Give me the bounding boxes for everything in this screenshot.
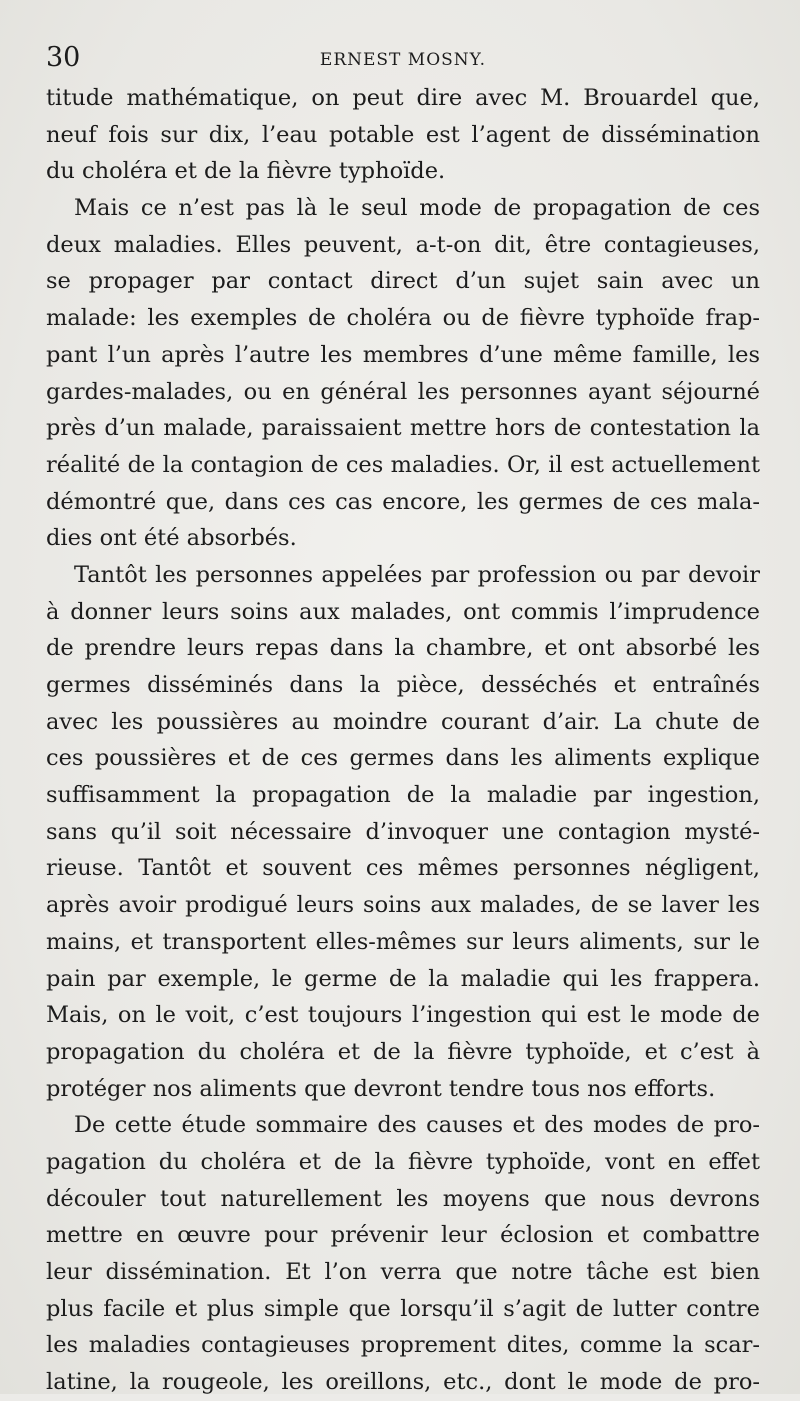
text-line: propagation du choléra et de la fièvre typhoïde, et c’est à	[46, 1038, 760, 1065]
text-line: dies ont été absorbés.	[46, 525, 297, 552]
text-line: rieuse. Tantôt et souvent ces mêmes personnes négligent,	[46, 855, 760, 882]
text-line: deux maladies. Elles peuvent, a-t-on dit, être contagieuses,	[46, 231, 760, 258]
paragraph-4	[46, 1107, 760, 1401]
text-line: neuf fois sur dix, l’eau potable est l’agent de dissémination	[46, 121, 760, 148]
text-line: pagation du choléra et de la fièvre typhoïde, vont en effet	[46, 1148, 760, 1175]
text-line: découler tout naturellement les moyens que nous devrons	[46, 1185, 760, 1212]
text-line: Mais, on le voit, c’est toujours l’ingestion qui est le mode de	[46, 1002, 760, 1029]
text-line: Tantôt les personnes appelées par profession ou par devoir	[74, 561, 760, 588]
text-line: du choléra et de la fièvre typhoïde.	[46, 158, 446, 185]
text-line: titude mathématique, on peut dire avec M. Brouardel que,	[46, 85, 760, 111]
text-line: réalité de la contagion de ces maladies. Or, il est actuellement	[46, 451, 760, 478]
text-line: protéger nos aliments que devront tendre tous nos efforts.	[46, 1075, 716, 1102]
text-line: se propager par contact direct d’un sujet sain avec un	[46, 268, 760, 295]
text-line: près d’un malade, paraissaient mettre hors de contestation la	[46, 415, 760, 442]
text-line: les maladies contagieuses proprement dites, comme la scar-	[46, 1332, 760, 1359]
text-line: pant l’un après l’autre les membres d’une même famille, les	[46, 341, 760, 368]
text-line: germes disséminés dans la pièce, desséchés et entraînés	[46, 672, 760, 698]
text-line: suffisamment la propagation de la maladie par ingestion,	[46, 782, 760, 809]
text-line: gardes-malades, ou en général les personnes ayant séjourné	[46, 378, 760, 405]
text-line: de prendre leurs repas dans la chambre, et ont absorbé les	[46, 635, 760, 662]
text-line: malade: les exemples de choléra ou de fièvre typhoïde frap-	[46, 305, 760, 332]
text-line: latine, la rougeole, les oreillons, etc., dont le mode de pro-	[46, 1369, 760, 1396]
text-line: mains, et transportent elles-mêmes sur leurs aliments, sur le	[46, 928, 760, 955]
running-head	[46, 42, 760, 76]
text-line: démontré que, dans ces cas encore, les germes de ces mala-	[46, 488, 760, 515]
paragraph-3	[46, 557, 760, 1107]
running-title: ERNEST MOSNY.	[319, 50, 487, 70]
text-line: ces poussières et de ces germes dans les aliments explique	[46, 745, 760, 772]
text-line: sans qu’il soit nécessaire d’invoquer une contagion mysté-	[46, 818, 760, 845]
page-number: 30	[46, 42, 81, 73]
text-line: à donner leurs soins aux malades, ont commis l’imprudence	[46, 598, 760, 625]
paragraph-2	[46, 190, 760, 557]
text-line: leur dissémination. Et l’on verra que notre tâche est bien	[46, 1259, 760, 1285]
body-text	[46, 80, 760, 1401]
text-line: avec les poussières au moindre courant d’air. La chute de	[46, 708, 760, 735]
text-line: plus facile et plus simple que lorsqu’il s’agit de lutter contre	[46, 1295, 760, 1322]
text-line: mettre en œuvre pour prévenir leur éclosion et combattre	[46, 1222, 760, 1249]
text-line: après avoir prodigué leurs soins aux malades, de se laver les	[46, 892, 760, 919]
text-line: De cette étude sommaire des causes et des modes de pro-	[74, 1112, 760, 1139]
text-line: pain par exemple, le germe de la maladie qui les frappera.	[46, 965, 760, 992]
paragraph-1	[46, 80, 760, 190]
text-line: Mais ce n’est pas là le seul mode de propagation de ces	[74, 195, 760, 222]
